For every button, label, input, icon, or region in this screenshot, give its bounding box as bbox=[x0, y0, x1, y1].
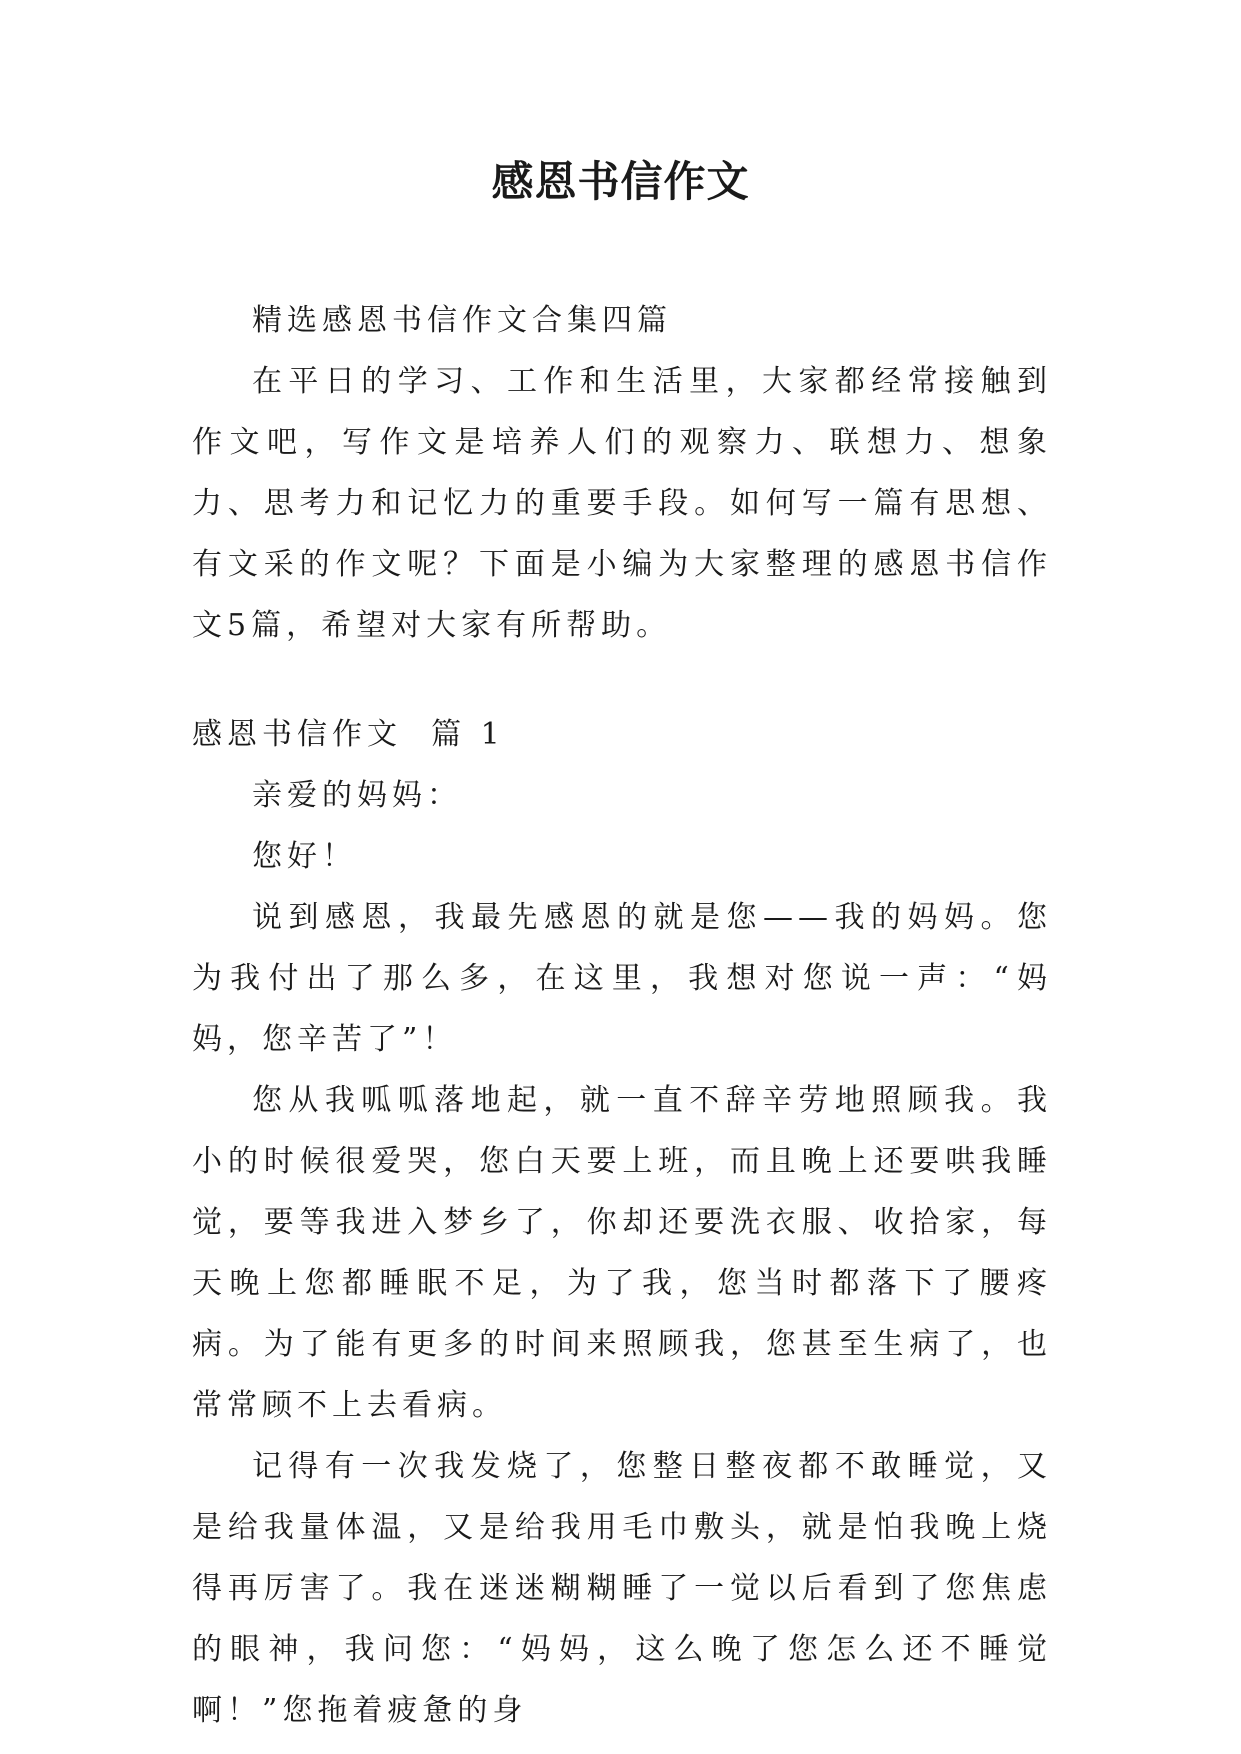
letter-paragraph: 说到感恩，我最先感恩的就是您——我的妈妈。您为我付出了那么多，在这里，我想对您说一声：“妈妈，您辛苦了”！ bbox=[192, 900, 1052, 1057]
section-heading: 感恩书信作文 篇 1 bbox=[192, 717, 505, 752]
letter-salutation: 亲爱的妈妈： bbox=[252, 778, 462, 813]
letter-greeting: 您好！ bbox=[252, 839, 357, 874]
collection-subtitle: 精选感恩书信作文合集四篇 bbox=[252, 303, 672, 338]
section-spacer bbox=[192, 656, 1052, 704]
letter-paragraph: 记得有一次我发烧了，您整日整夜都不敢睡觉，又是给我量体温，又是给我用毛巾敷头，就是怕我晚上烧得再厉害了。我在迷迷糊糊睡了一觉以后看到了您焦虑的眼神，我问您：“妈妈，这么晚了您怎么还不睡觉啊！”您拖着疲惫的身 bbox=[192, 1449, 1052, 1728]
intro-paragraph: 在平日的学习、工作和生活里，大家都经常接触到作文吧，写作文是培养人们的观察力、联想力、想象力、思考力和记忆力的重要手段。如何写一篇有思想、有文采的作文呢？下面是小编为大家整理的感恩书信作文5篇，希望对大家有所帮助。 bbox=[192, 364, 1052, 643]
letter-paragraph: 您从我呱呱落地起，就一直不辞辛劳地照顾我。我小的时候很爱哭，您白天要上班，而且晚上还要哄我睡觉，要等我进入梦乡了，你却还要洗衣服、收拾家，每天晚上您都睡眠不足，为了我，您当时都落下了腰疼病。为了能有更多的时间来照顾我，您甚至生病了，也常常顾不上去看病。 bbox=[192, 1083, 1052, 1423]
document-body bbox=[192, 290, 1052, 1741]
document-title: 感恩书信作文 bbox=[491, 157, 750, 206]
